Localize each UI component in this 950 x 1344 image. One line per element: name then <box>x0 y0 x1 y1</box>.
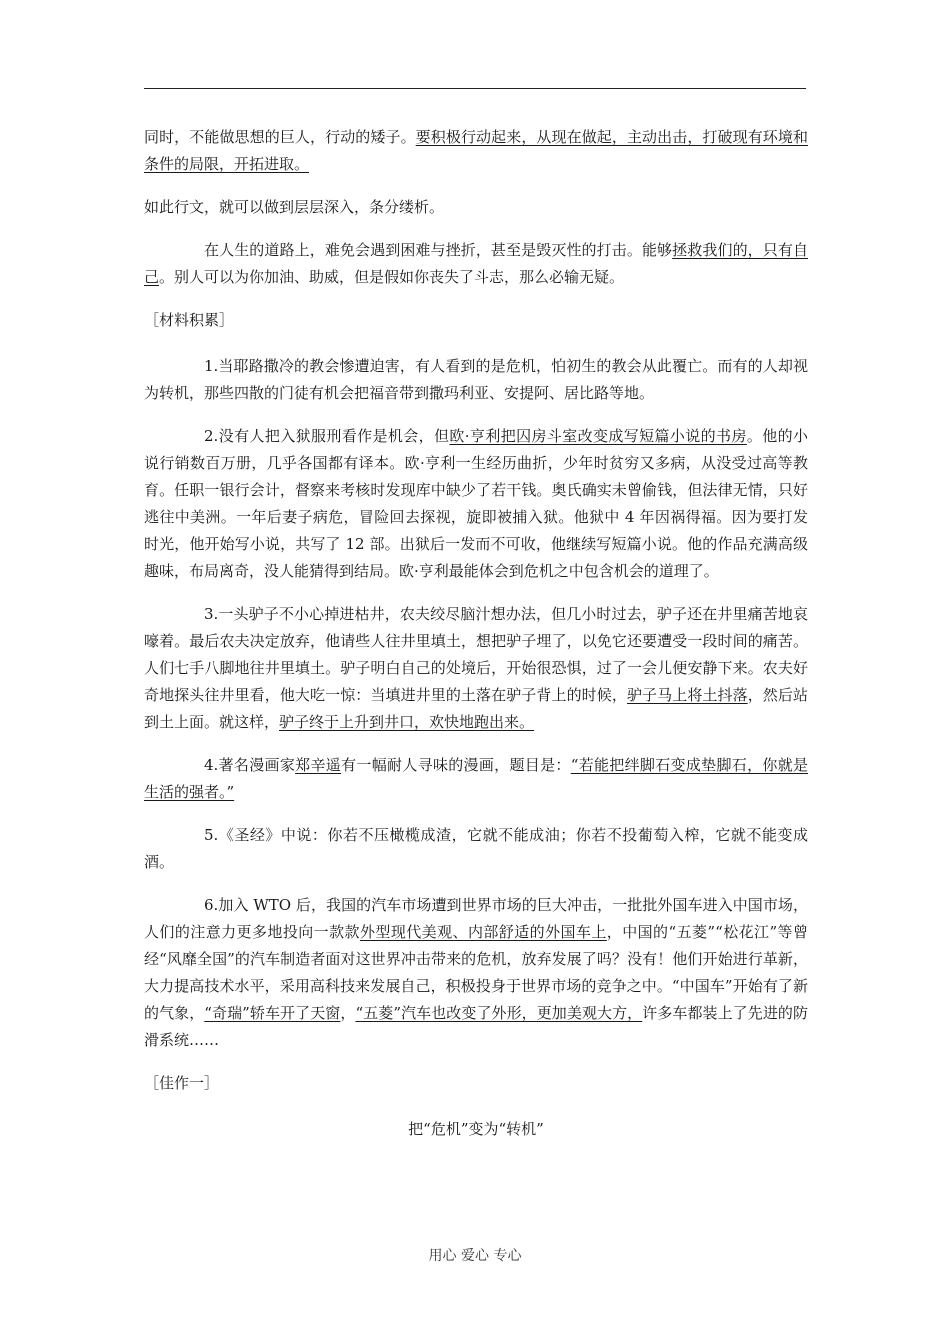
text-run: ，然后站到土上面。就这样， <box>144 686 808 731</box>
essay-title: 把“危机”变为“转机” <box>408 1120 544 1138</box>
section-heading-materials: ［材料积累］ <box>144 311 235 329</box>
text-run: 4.著名漫画家 <box>204 756 296 774</box>
underlined-text: 欧·亨利把囚房斗室改变成写短篇小说的书房 <box>449 427 747 445</box>
underlined-text: “奇瑞”轿车开了天窗 <box>204 1004 341 1022</box>
document-body <box>144 124 808 1143</box>
material-item-3 <box>144 601 808 736</box>
text-run: 。别人可以为你加油、助威，但是假如你丧失了斗志，那么必输无疑。 <box>159 268 625 286</box>
underlined-text: 郑辛遥 <box>295 756 342 774</box>
text-run: 在人生的道路上，难免会遇到困难与挫折，甚至是毁灭性的打击。能够 <box>204 241 673 259</box>
text-run: 许多车都装上了先进的防滑系统…… <box>144 1004 808 1049</box>
paragraph-intro-2: 如此行文，就可以做到层层深入，条分缕析。 <box>144 198 445 216</box>
underlined-text: “五菱”汽车也改变了外形，更加美观大方， <box>355 1004 643 1022</box>
material-item-2 <box>144 423 808 585</box>
text-run: 。他的小说行销数百万册，几乎各国都有译本。欧·亨利一生经历曲折，少年时贫穷又多病，从没受过高等教育。任职一银行会计，督察来考核时发现库中缺少了若干钱。奥氏确实未曾偷钱，但法律无情，只好逃往中美洲。一年后妻子病危，冒险回去探视，旋即被捕入狱。他狱中 4 年因祸得福。因为要打发时光，他开始写小说，共写了 12 部。出狱后一发而不可收，他继续写短篇小说。他的作品充满高级趣味，布局离奇，没人能猜得到结局。欧·亨利最能体会到危机之中包含机会的道理了。 <box>144 427 808 580</box>
material-item-1: 1.当耶路撒冷的教会惨遭迫害，有人看到的是危机，怕初生的教会从此覆亡。而有的人却视为转机，那些四散的门徒有机会把福音带到撒玛利亚、安提阿、居比路等地。 <box>144 357 808 402</box>
text-run: 有一幅耐人寻味的漫画，题目是： <box>341 756 571 774</box>
text-run: 同时，不能做思想的巨人，行动的矮子。 <box>144 128 416 146</box>
material-item-5: 5.《圣经》中说：你若不压橄榄成渣，它就不能成油；你若不投葡萄入榨，它就不能变成酒。 <box>144 826 808 871</box>
underlined-text: 驴子马上将土抖落 <box>626 686 748 704</box>
material-item-4 <box>144 752 808 806</box>
text-run: ，中国的“五菱”“松花江”等曾经“风靡全国”的汽车制造者面对这世界冲击带来的危机，放弃发展了吗？没有！他们开始进行革新，大力提高技术水平，采用高科技来发展自己，积极投身于世界市场的竞争之中。“中国车”开始有了新的气象， <box>144 923 808 1022</box>
header-rule <box>144 88 806 89</box>
paragraph-intro-1 <box>144 124 808 178</box>
paragraph-intro-3 <box>144 237 808 291</box>
underlined-text: 拯救我们的，只有自己 <box>144 241 808 286</box>
material-item-6 <box>144 892 808 1054</box>
underlined-text: “若能把绊脚石变成垫脚石，你就是生活的强者。” <box>144 756 808 801</box>
text-run: 2.没有人把入狱服刑看作是机会，但 <box>204 427 450 445</box>
text-run: ， <box>340 1004 356 1022</box>
text-run: 3.一头驴子不小心掉进枯井，农夫绞尽脑汁想办法，但几小时过去，驴子还在井里痛苦地哀嚎着。最后农夫决定放弃，他请些人往井里填土，想把驴子埋了，以免它还要遭受一段时间的痛苦。人们七手八脚地往井里填土。驴子明白自己的处境后，开始很恐惧，过了一会儿便安静下来。农夫好奇地探头往井里看，他大吃一惊：当填进井里的土落在驴子背上的时候， <box>144 605 808 704</box>
underlined-text: 要积极行动起来，从现在做起，主动出击，打破现有环境和条件的局限，开拓进取。 <box>144 128 808 173</box>
section-heading-essay: ［佳作一］ <box>144 1074 220 1092</box>
page-footer: 用心 爱心 专心 <box>428 1248 522 1264</box>
text-run: 6.加入 WTO 后，我国的汽车市场遭到世界市场的巨大冲击，一批批外国车进入中国市场，人们的注意力更多地投向一款款 <box>144 896 808 941</box>
underlined-text: 驴子终于上升到井口，欢快地跑出来。 <box>279 713 535 731</box>
underlined-text: 外型现代美观、内部舒适的外国车上 <box>359 923 607 941</box>
